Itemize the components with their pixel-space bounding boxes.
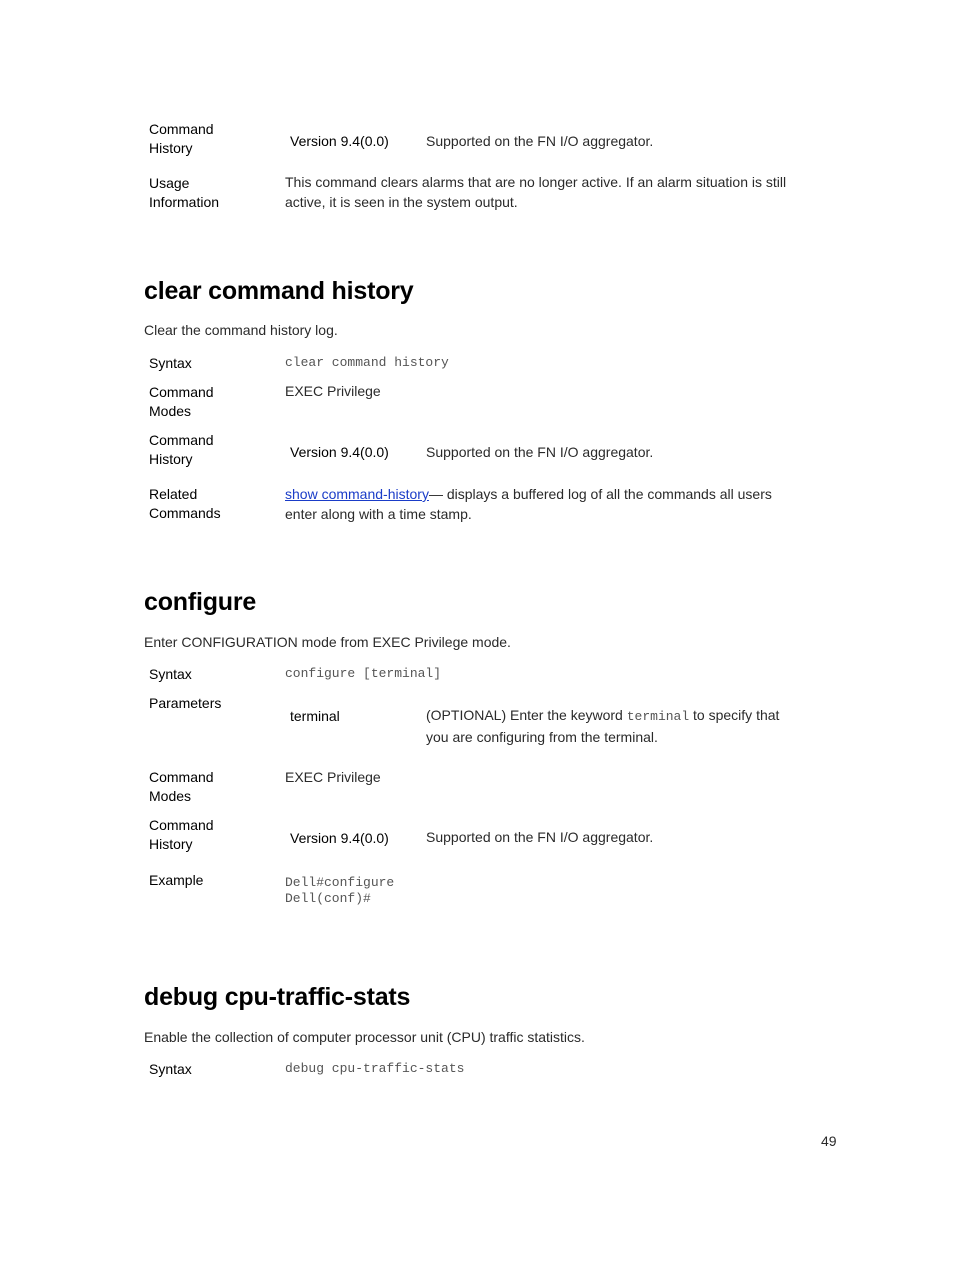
section-description: Clear the command history log. [144,322,338,338]
usage-information-label: Usage Information [149,175,220,210]
version-cell: Version 9.4(0.0) [290,444,389,460]
command-modes-label: Command Modes [149,384,214,419]
related-commands-text: show command-history— displays a buffered log of all the commands all users enter along with a time stamp. [285,486,772,522]
parameters-label: Parameters [149,695,222,711]
page-number: 49 [821,1133,837,1149]
version-cell: Version 9.4(0.0) [290,133,389,149]
command-modes-value: EXEC Privilege [285,769,381,785]
command-history-label: Command History [149,432,214,467]
example-code: Dell#configure Dell(conf)# [285,875,395,906]
command-modes-value: EXEC Privilege [285,383,381,399]
section-description: Enable the collection of computer processor unit (CPU) traffic statistics. [144,1029,585,1045]
parameter-description: (OPTIONAL) Enter the keyword terminal to specify that you are configuring from the terminal. [426,707,780,745]
version-description: Supported on the FN I/O aggregator. [426,444,654,460]
version-description: Supported on the FN I/O aggregator. [426,829,654,845]
related-commands-label: Related Commands [149,486,221,521]
syntax-label: Syntax [149,355,192,371]
syntax-code: configure [terminal] [285,666,442,681]
section-description: Enter CONFIGURATION mode from EXEC Privilege mode. [144,634,511,650]
syntax-code: clear command history [285,355,449,370]
example-label: Example [149,872,204,888]
section-title-debug-cpu-traffic-stats: debug cpu-traffic-stats [144,983,411,1011]
show-command-history-link[interactable]: show command-history [285,486,429,502]
version-description: Supported on the FN I/O aggregator. [426,133,654,149]
usage-information-text: This command clears alarms that are no longer active. If an alarm situation is still active, it is seen in the system output. [285,174,787,210]
syntax-label: Syntax [149,1061,192,1077]
syntax-code: debug cpu-traffic-stats [285,1061,465,1076]
section-title-clear-command-history: clear command history [144,277,414,305]
section-title-configure: configure [144,588,257,616]
parameter-name: terminal [290,708,340,724]
version-cell: Version 9.4(0.0) [290,830,389,846]
command-history-label: Command History [149,121,214,156]
command-history-label: Command History [149,817,214,852]
command-modes-label: Command Modes [149,769,214,804]
syntax-label: Syntax [149,666,192,682]
